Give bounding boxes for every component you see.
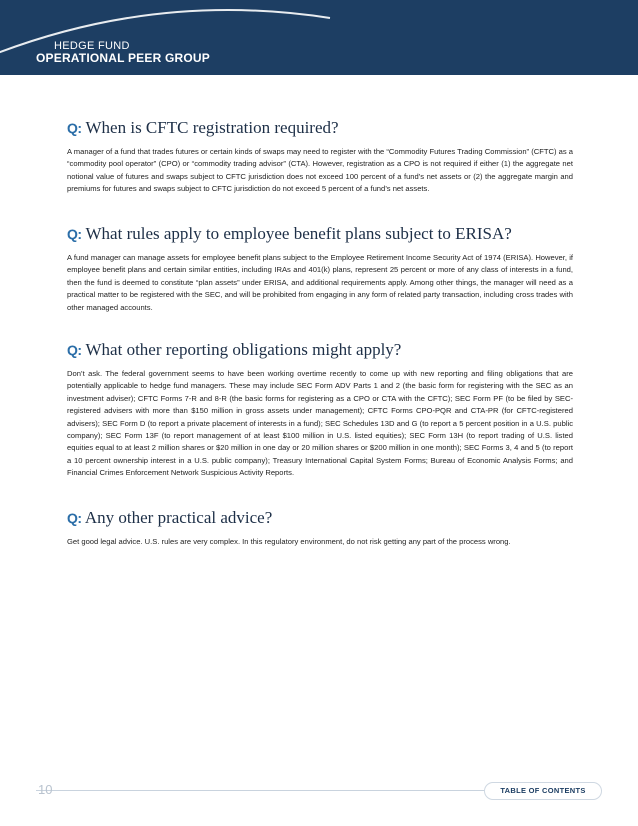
question-text: What other reporting obligations might apply? — [81, 340, 402, 359]
question-prefix: Q: — [67, 510, 82, 526]
question-text: When is CFTC registration required? — [81, 118, 339, 137]
table-of-contents-button[interactable]: TABLE OF CONTENTS — [484, 782, 602, 800]
qa-section — [67, 118, 573, 196]
question-text: What rules apply to employee benefit plans subject to ERISA? — [81, 224, 512, 243]
question-prefix: Q: — [67, 342, 82, 358]
page-number: 10 — [38, 782, 53, 797]
question-heading — [67, 118, 573, 138]
qa-section — [67, 224, 573, 314]
answer-text: Get good legal advice. U.S. rules are very complex. In this regulatory environment, do not risk getting any part of the process wrong. — [67, 537, 511, 546]
question-heading — [67, 508, 573, 528]
qa-section — [67, 340, 573, 480]
question-prefix: Q: — [67, 120, 82, 136]
answer-text: Don’t ask. The federal government seems to have been working overtime recently to come up with new reporting and filing obligations that are potentially applicable to hedge fund managers. These may include SEC Form ADV Parts 1 and 2 (the basic form for registering with the SEC as an investment adviser); CFTC Forms 7-R and 8-R (the basic forms for registering as a CPO or CTA with the CFTC); SEC Form PF (to be filed by SEC-registered advisers with more than $150 million in gross assets under management); CFTC Forms CPO-PQR and CTA-PR (for CFTC-registered advisers); SEC Form D (to report a private placement of interests in a fund); SEC Schedules 13D and G (to report a 5 percent position in a U.S. public company); SEC Form 13F (to report management of at least $100 million in U.S. listed equities); SEC Form 13H (to report trading of U.S. listed equities equal to at least 2 million shares or $20 million in one day or 20 million shares or $200 million in one month); SEC Forms 3, 4 and 5 (to report a 10 percent ownership interest in a U.S. public company); Treasury International Capital System Forms; Bureau of Economic Analysis Forms; and Financial Crimes Enforcement Network Suspicious Activity Reports. — [67, 369, 573, 478]
page-header — [0, 0, 638, 75]
answer-text: A fund manager can manage assets for employee benefit plans subject to the Employee Retirement Income Security Act of 1974 (ERISA). However, if employee benefit plans and certain similar entities, including IRAs and 401(k) plans, represent 25 percent or more of any class of interests in a fund, then the fund is deemed to constitute “plan assets” under ERISA, and additional requirements apply. Among other things, the manager will need as a practical matter to be registered with the SEC, and will be prohibited from engaging in any form of related party transaction, including cross trades with other managed accounts. — [67, 253, 573, 312]
answer-text: A manager of a fund that trades futures or certain kinds of swaps may need to register with the “Commodity Futures Trading Commission” (CFTC) as a “commodity pool operator” (CPO) or “commodity trading advisor” (CTA). However, registration as a CPO is not required if either (1) the aggregate net notional value of futures and swaps subject to CFTC jurisdiction does not exceed 100 percent of a fund’s net assets or (2) the aggregate margin and premiums for futures and swaps subject to CFTC jurisdiction do not exceed 5 percent of a fund’s net assets. — [67, 147, 573, 194]
brand-title-line2: OPERATIONAL PEER GROUP — [36, 51, 210, 65]
question-text: Any other practical advice? — [81, 508, 273, 527]
brand-title-line1: HEDGE FUND — [54, 40, 130, 52]
qa-section — [67, 508, 573, 548]
question-prefix: Q: — [67, 226, 82, 242]
question-heading — [67, 340, 573, 360]
question-heading — [67, 224, 573, 244]
